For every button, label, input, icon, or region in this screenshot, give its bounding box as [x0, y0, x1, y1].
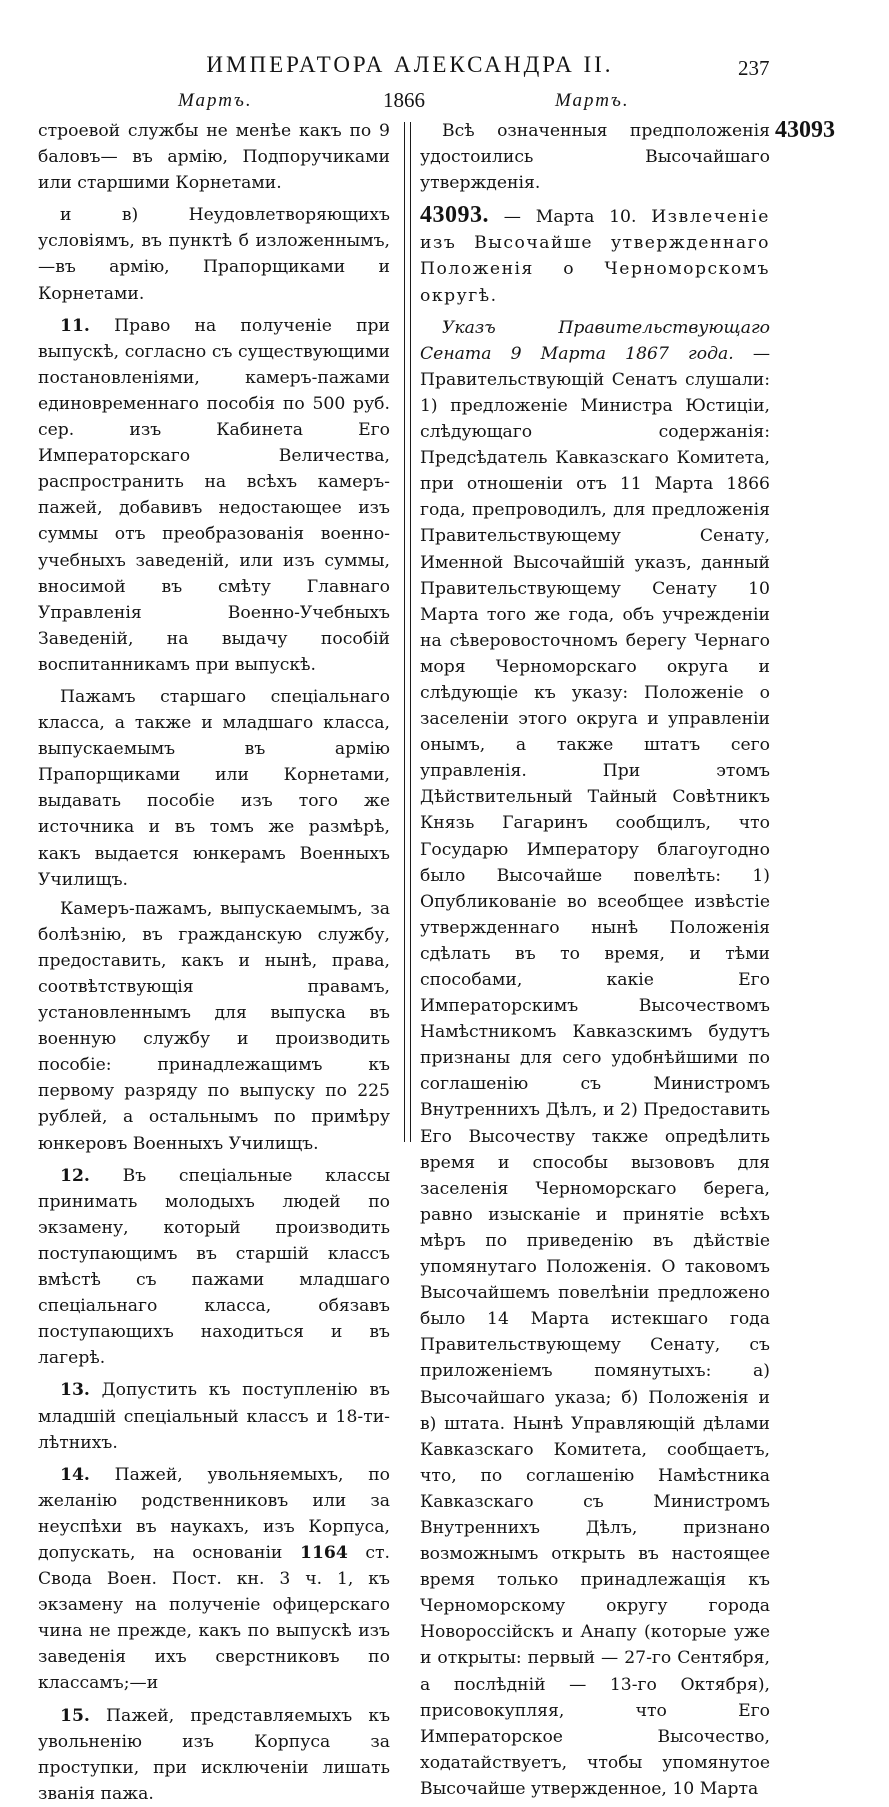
left-paragraph-11	[38, 313, 390, 678]
right-column	[420, 118, 770, 1802]
page-number: 237	[738, 56, 770, 80]
left-paragraph-14	[38, 1462, 390, 1697]
right-paragraph-body	[420, 315, 770, 1802]
left-paragraph-pages-allowance: Пажамъ старшаго спеціальнаго класса, а также и младшаго класса, выпускаемымъ въ армію Прапорщиками или Корнетами, выдавать пособіе изъ того же источника и въ томъ же размѣрѣ, какъ выдается юнкерамъ Военныхъ Училищъ.	[38, 686, 390, 890]
clause-text-11: Право на полученіе при выпускѣ, согласно съ существующими постановленіями, камеръ-пажами единовременнаго пособія по 500 руб. сер. изъ Кабинета Его Императорскаго Величества, распространить на всѣхъ камеръ-пажей, добавивъ недостающее изъ суммы отъ преобразованія военно-учебныхъ заведеній, или изъ суммы, вносимой въ смѣту Главнаго Управленія Военно-Учебныхъ Заведеній, на выдачу пособій воспитанникамъ при выпускѣ.	[38, 315, 390, 675]
left-paragraph-13	[38, 1377, 390, 1455]
month-left: Мартъ.	[178, 90, 253, 111]
article-number-1164: 1164	[299, 1542, 348, 1563]
left-paragraph-continuation: строевой службы не менѣе какъ по 9 баловъ— въ армію, Подпоручиками или старшими Корнетами.	[38, 121, 390, 194]
clause-number-15: 15.	[60, 1705, 90, 1726]
clause-text-14a: Пажей, увольняемыхъ, по желанію родственниковъ или за неуспѣхи въ наукахъ, изъ Корпуса, допускать, на основаніи	[38, 1464, 391, 1563]
month-right: Мартъ.	[555, 90, 630, 111]
senate-decree-reference: Указъ Правительствующаго Сената 9 Марта 1867 года.	[420, 317, 770, 364]
clause-text-14b: ст. Свода Воен. Пост. кн. 3 ч. 1, къ экзамену на полученіе офицерскаго чина не прежде, какъ по выпускѣ изъ заведенія ихъ сверстниковъ по классамъ;—и	[38, 1542, 391, 1694]
clause-number-12: 12.	[60, 1165, 90, 1186]
law-body-text: — Правительствующій Сенатъ слушали: 1) предложеніе Министра Юстиціи, слѣдующаго содержанія: Предсѣдатель Кавказскаго Комитета, при отношеніи отъ 11 Марта 1866 года, препроводилъ, для предложенія Правительствующему Сенату, Именной Высочайшій указъ, данный Правительствующему Сенату 10 Марта того же года, объ учрежденіи на сѣверовосточномъ берегу Чернаго моря Черноморскаго округа и слѣдующіе къ указу: Положеніе о заселеніи этого округа и управленіи онымъ, а также штатъ сего управленія. При этомъ Дѣйствительный Тайный Совѣтникъ Князь Гагаринъ сообщилъ, что Государю Императору благоугодно было Высочайше повелѣть: 1) Опубликованіе во всеобщее извѣстіе утвержденнаго нынѣ Положенія сдѣлать въ то время, и тѣми способами, какіе Его Императорскимъ Высочествомъ Намѣстникомъ Кавказскимъ будутъ признаны для сего удобнѣйшими по соглашенію съ Министромъ Внутреннихъ Дѣлъ, и 2) Предоставить Его Высочеству также опредѣлить время и способы вызововъ для заселенія Черноморскаго берега, равно изысканіе и принятіе всѣхъ мѣръ по приведенію въ дѣйствіе упомянутаго Положенія. О таковомъ Высочайшемъ повелѣніи предложено было 14 Марта истекшаго года Правительствующему Сенату, съ приложеніемъ помянутыхъ: а) Высочайшаго указа; б) Положенія и в) штата. Нынѣ Управляющій дѣлами Кавказскаго Комитета, сообщаетъ, что, по соглашенію Намѣстника Кавказскаго съ Министромъ Внутреннихъ Дѣлъ, признано возможнымъ открыть въ настоящее время только принадлежащія къ Черноморскому округу города Новороссійскъ и Анапу (которые уже и открыты: первый — 27-го Сентября, а послѣдній — 13-го Октября), присовокупляя, что Его Императорское Высочество, ходатайствуетъ, чтобы упомянутое Высочайше утвержденное, 10 Марта	[420, 343, 770, 1799]
clause-number-14: 14.	[60, 1464, 90, 1485]
column-divider	[404, 122, 411, 1142]
left-column	[38, 118, 390, 1807]
left-paragraph-12	[38, 1163, 390, 1372]
left-paragraph-clause-v: и в) Неудовлетворяющихъ условіямъ, въ пунктѣ б изложеннымъ,—въ армію, Прапорщиками и Корнетами.	[38, 205, 390, 304]
margin-law-number: 43093	[775, 117, 835, 143]
running-header-title: ИМПЕРАТОРА АЛЕКСАНДРА II.	[206, 52, 614, 77]
law-title: Извлеченіе изъ Высочайше утвержденнаго Положенія о Черноморскомъ округѣ.	[420, 207, 770, 306]
law-date: — Марта 10.	[503, 207, 637, 228]
clause-text-15: Пажей, представляемыхъ къ увольненію изъ Корпуса за проступки, при исключеніи лишать званія пажа.	[38, 1705, 391, 1804]
law-heading	[420, 202, 770, 308]
clause-number-11: 11.	[60, 315, 90, 336]
clause-text-13: Допустить къ поступленію въ младшій спеціальный классъ и 18-ти-лѣтнихъ.	[38, 1380, 390, 1453]
clause-number-13: 13.	[60, 1380, 90, 1401]
left-paragraph-chamber-pages: Камеръ-пажамъ, выпускаемымъ, за болѣзнію, въ гражданскую службу, предоставить, какъ и нынѣ, права, соотвѣтствующія правамъ, установленнымъ для выпуска въ военную службу и производить пособіе: принадлежащимъ къ первому разряду по выпуску по 225 рублей, а остальнымъ по примѣру юнкеровъ Военныхъ Училищъ.	[38, 898, 390, 1154]
clause-text-12: Въ спеціальные классы принимать молодыхъ людей по экзамену, который производить поступающимъ въ старшій классъ вмѣстѣ съ пажами младшаго спеціальнаго класса, обязавъ поступающихъ находиться и въ лагерѣ.	[38, 1165, 390, 1369]
law-number: 43093.	[420, 202, 489, 229]
year: 1866	[383, 88, 425, 112]
right-paragraph-approval: Всѣ означенныя предположенія удостоились Высочайшаго утвержденія.	[420, 121, 770, 194]
left-paragraph-15	[38, 1703, 390, 1807]
